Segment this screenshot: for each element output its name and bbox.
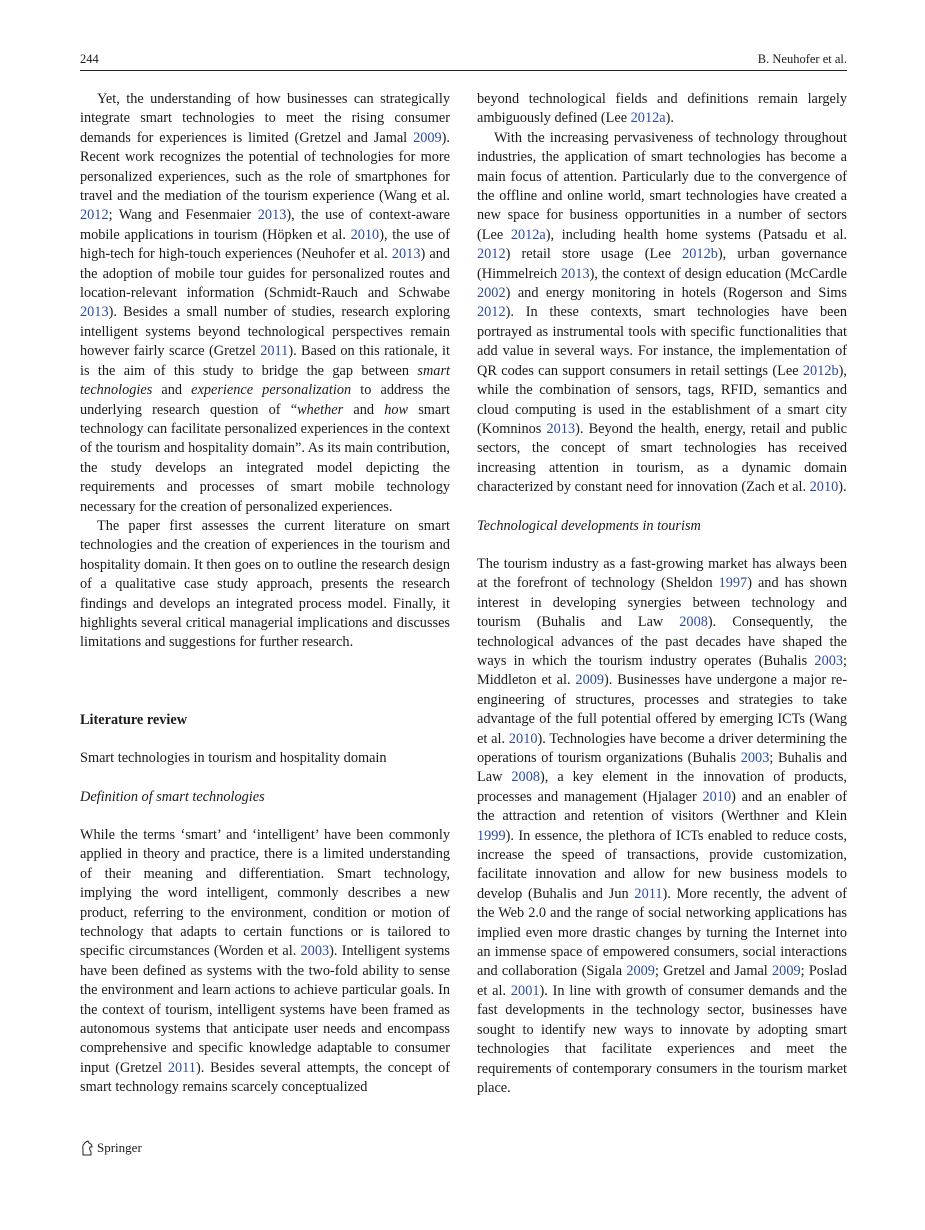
citation-link[interactable]: 2009 <box>626 963 655 980</box>
section-heading: Literature review <box>80 711 188 728</box>
citation-link[interactable]: 1997 <box>718 575 748 592</box>
subsection-heading: Smart technologies in tourism and hospitality domain <box>80 750 387 767</box>
citation-link[interactable]: 2008 <box>511 769 540 786</box>
emphasis: whether <box>297 401 344 418</box>
citation-link[interactable]: 2009 <box>413 129 442 146</box>
citation-link[interactable]: 2009 <box>575 672 605 689</box>
citation-link[interactable]: 2013 <box>546 420 576 437</box>
right-column <box>477 90 847 1098</box>
citation-link[interactable]: 2009 <box>772 963 801 980</box>
publisher-name: Springer <box>97 1140 142 1155</box>
citation-link[interactable]: 2010 <box>508 730 538 747</box>
subsubsection-heading: Technological developments in tourism <box>477 517 701 534</box>
citation-link[interactable]: 2012 <box>477 304 506 321</box>
emphasis: smart technologies <box>80 362 450 399</box>
citation-link[interactable]: 2011 <box>167 1059 196 1076</box>
publisher-footer <box>80 1140 142 1156</box>
paragraph: With the increasing pervasiveness of technology throughout industries, the application of smart technologies has become a main focus of attention. Particularly due to the convergence of the offline and online world, smart technologies have created a new space for business opportunities in a number of sectors (Lee 2012a), including health home systems (Patsadu et al. 2012) retail store usage (Lee 2012b), urban governance (Himmelreich 2013), the context of design education (McCardle 2002) and energy monitoring in hotels (Rogerson and Sims 2012). In these contexts, smart technologies have been portrayed as instrumental tools with specific functionalities that add value in several ways. For instance, the implementation of QR codes can support consumers in retail settings (Lee 2012b), while the combination of sensors, tags, RFID, semantics and cloud computing is used in the establishment of a smart city (Komninos 2013). Beyond the health, energy, retail and public sectors, the concept of smart technologies has received increasing attention in tourism, as a dynamic domain characterized by constant need for innovation (Zach et al. 2010). <box>477 129 847 496</box>
citation-link[interactable]: 2013 <box>561 265 590 282</box>
citation-link[interactable]: 2012a <box>630 110 666 127</box>
citation-link[interactable]: 2013 <box>80 304 109 321</box>
paragraph: Yet, the understanding of how businesses can strategically integrate smart technologies to meet the rising consumer demands for experiences is limited (Gretzel and Jamal 2009). Recent work recognizes the potential of technologies for more personalized experiences, such as the role of smartphones for travel and the mediation of the tourism experience (Wang et al. 2012; Wang and Fesenmaier 2013), the use of context-aware mobile applications in tourism (Höpken et al. 2010), the use of high-tech for high-touch experiences (Neuhofer et al. 2013) and the adoption of mobile tour guides for personalized routes and location-relevant information (Schmidt-Rauch and Schwabe 2013). Besides a small number of studies, research exploring intelligent systems beyond technological perspectives remain however fairly scarce (Gretzel 2011). Based on this rationale, it is the aim of this study to bridge the gap between smart technologies and experience personalization to address the underlying research question of “whether and how smart technology can facilitate personalized experiences in the context of the tourism and hospitality domain”. As its main contribution, the study develops an integrated model depicting the requirements and processes of smart mobile technology necessary for the creation of personalized experiences. <box>80 91 451 515</box>
citation-link[interactable]: 2003 <box>300 943 330 960</box>
citation-link[interactable]: 2002 <box>477 285 506 302</box>
subsubsection-heading: Definition of smart technologies <box>80 788 265 805</box>
citation-link[interactable]: 2010 <box>702 788 732 805</box>
citation-link[interactable]: 2012a <box>510 226 546 243</box>
emphasis: how <box>384 401 409 418</box>
springer-horse-icon <box>80 1140 94 1156</box>
running-header <box>80 50 847 71</box>
left-column <box>80 90 450 1098</box>
citation-link[interactable]: 2012b <box>802 362 839 379</box>
emphasis: experience personalization <box>191 382 352 399</box>
citation-link[interactable]: 2012 <box>477 246 506 263</box>
citation-link[interactable]: 2001 <box>510 982 540 999</box>
paragraph: beyond technological fields and definitions remain largely ambiguously defined (Lee 2012a). <box>477 91 847 127</box>
paragraph: The paper first assesses the current literature on smart technologies and the creation of experiences in the tourism and hospitality domain. It then goes on to outline the research design of a qualitative case study approach, presents the research findings and develops an integrated process model. Finally, it highlights several critical managerial implications and discusses limitations and suggestions for further research. <box>80 517 450 651</box>
paragraph: The tourism industry as a fast-growing market has always been at the forefront of technology (Sheldon 1997) and has shown interest in developing synergies between technology and tourism (Buhalis and Law 2008). Consequently, the technological advances of the past decades have shaped the ways in which the tourism industry operates (Buhalis 2003; Middleton et al. 2009). Businesses have undergone a major re-engineering of structures, processes and strategies to take advantage of the full potential offered by emerging ICTs (Wang et al. 2010). Technologies have become a driver determining the operations of tourism organizations (Buhalis 2003; Buhalis and Law 2008), a key element in the innovation of products, processes and management (Hjalager 2010) and an enabler of the attraction and retention of visitors (Werthner and Klein 1999). In essence, the plethora of ICTs enabled to reduce costs, increase the speed of transactions, provide customization, facilitate innovation and allow for new business models to develop (Buhalis and Jun 2011). More recently, the advent of the Web 2.0 and the range of social networking applications has implied even more drastic changes by turning the Internet into an immense space of empowered consumers, social interactions and collaboration (Sigala 2009; Gretzel and Jamal 2009; Poslad et al. 2001). In line with growth of consumer demands and the fast developments in the technology sector, businesses have sought to identify new ways to innovate by adopting smart technologies that facilitate experiences and meet the requirements of contemporary consumers in the tourism market place. <box>477 555 848 1096</box>
citation-link[interactable]: 2008 <box>679 614 708 631</box>
citation-link[interactable]: 2012b <box>682 246 718 263</box>
citation-link[interactable]: 2013 <box>257 207 287 224</box>
citation-link[interactable]: 2011 <box>260 343 289 360</box>
citation-link[interactable]: 2003 <box>740 750 770 766</box>
citation-link[interactable]: 2012 <box>80 207 109 224</box>
paragraph: While the terms ‘smart’ and ‘intelligent’ have been commonly applied in theory and practice, there is a limited understanding of their meaning and differentiation. Smart technology, implying the word intelligent, commonly describes a new product, referring to the environment, condition or motion of technology that adapts to certain functions or is tailored to specific circumstances (Worden et al. 2003). Intelligent systems have been defined as systems with the two-fold ability to sense the environment and learn actions to achieve particular goals. In the context of tourism, intelligent systems have been framed as autonomous systems that anticipate user needs and encompass comprehensive and specific knowledge adaptable to consumer input (Gretzel 2011). Besides several attempts, the concept of smart technology remains scarcely conceptualized <box>80 827 450 1096</box>
citation-link[interactable]: 2003 <box>814 652 844 669</box>
page-number: 244 <box>80 52 99 66</box>
citation-link[interactable]: 2011 <box>634 885 663 902</box>
citation-link[interactable]: 1999 <box>477 827 506 844</box>
citation-link[interactable]: 2013 <box>391 246 421 263</box>
citation-link[interactable]: 2010 <box>809 479 839 496</box>
citation-link[interactable]: 2010 <box>350 226 380 243</box>
running-authors: B. Neuhofer et al. <box>757 52 847 66</box>
